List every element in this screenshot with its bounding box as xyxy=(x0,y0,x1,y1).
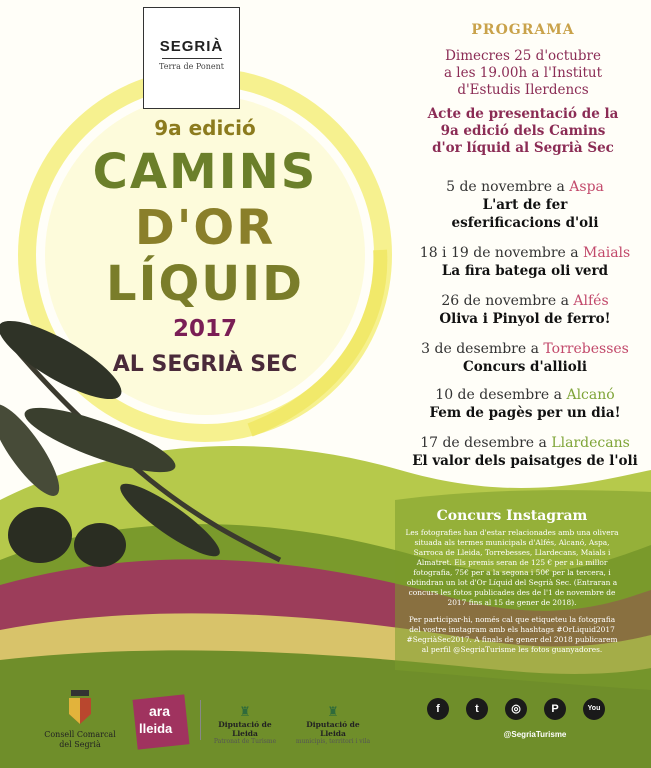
ara-label: ara xyxy=(149,703,171,719)
event-place: Torrebesses xyxy=(543,341,629,357)
diputacio-municipis-logo xyxy=(293,705,373,745)
event-title: L'art de fer esferificacions d'oli xyxy=(451,197,599,231)
event-title: Concurs d'allioli xyxy=(463,359,587,375)
twitter-icon[interactable]: t xyxy=(466,698,488,720)
event-date xyxy=(400,292,650,310)
event-date-text: 5 de novembre a xyxy=(446,179,565,195)
event-date-text: 3 de desembre a xyxy=(421,341,539,357)
programa-line: a les 19.00h a l'Institut xyxy=(443,65,603,81)
event-item xyxy=(400,386,650,422)
title-line-3: LÍQUID xyxy=(106,256,304,312)
event-date xyxy=(400,434,650,452)
lleida-label: lleida xyxy=(139,721,173,736)
title-year: 2017 xyxy=(172,316,237,342)
event-item xyxy=(400,244,650,280)
event-date-text: 18 i 19 de novembre a xyxy=(419,245,579,261)
programa-act xyxy=(403,106,643,157)
diputacio-sub: municipis, territori i vila xyxy=(295,738,371,745)
event-date-text: 26 de novembre a xyxy=(441,293,569,309)
logo-divider xyxy=(162,58,222,59)
programa-line: Dimecres 25 d'octubre xyxy=(445,48,601,64)
event-place: Aspa xyxy=(569,179,604,195)
olive-fruit xyxy=(8,507,72,563)
consell-label: Consell Comarcal del Segrià xyxy=(44,730,116,749)
event-item xyxy=(400,292,650,328)
event-item xyxy=(400,434,650,470)
event-item xyxy=(400,178,650,232)
contest-paragraph: Per participar-hi, només cal que etiqueteu la fotografia del vostre instagram amb els hashtags #OrLiquid2017 #SegriàSec2017. A finals de gener del 2018 publicarem al perfil @SegriaTurisme les fotos guanyadores. xyxy=(406,615,618,654)
programa-act-line: Acte de presentació de la xyxy=(427,106,619,122)
diputacio-turisme-logo xyxy=(205,705,285,745)
programa-act-line: d'or líquid al Segrià Sec xyxy=(432,140,614,156)
title-subtitle: AL SEGRIÀ SEC xyxy=(112,352,298,377)
consell-logo xyxy=(40,690,120,750)
footer-divider xyxy=(200,700,201,740)
logo-name: SEGRIÀ xyxy=(159,38,224,55)
event-title: Fem de pagès per un dia! xyxy=(429,405,621,421)
event-date-text: 17 de desembre a xyxy=(420,435,547,451)
diputacio-sub: Patronat de Turisme xyxy=(213,738,277,745)
event-date-text: 10 de desembre a xyxy=(435,387,562,403)
event-date xyxy=(400,386,650,404)
event-date xyxy=(400,244,650,262)
facebook-icon[interactable]: f xyxy=(427,698,449,720)
social-handle[interactable]: @SegriaTurisme xyxy=(503,730,567,739)
segria-logo xyxy=(143,7,240,109)
contest-heading: Concurs Instagram xyxy=(436,508,588,524)
programa-line: d'Estudis Ilerdencs xyxy=(457,82,589,98)
event-place: Maials xyxy=(583,245,631,261)
castle-icon: ♜ xyxy=(327,705,339,720)
event-title: Oliva i Pinyol de ferro! xyxy=(439,311,611,327)
diputacio-label: Diputació de Lleida xyxy=(218,720,272,738)
title-line-2: D'OR xyxy=(134,200,276,256)
event-place: Llardecans xyxy=(551,435,630,451)
logo-tagline: Terra de Ponent xyxy=(159,62,224,71)
event-item xyxy=(400,340,650,376)
contest-paragraph: Les fotografies han d'estar relacionades amb una olivera situada als termes municipals d'Alfés, Alcanó, Aspa, Sarroca de Lleida, Torrebesses, Llardecans, Maials i Almatret. Els premis seran de 125 € per a la millor fotografia, 75€ per a la segona i 50€ per la tercera, i obtindran un lot d'Or Líquid del Segrià Sec. (Entraran a concurs les fotos publicades des de l'1 de novembre de 2017 fins al 15 de gener de 2018). xyxy=(405,528,619,607)
olive-fruit xyxy=(74,523,126,567)
event-title: El valor dels paisatges de l'oli xyxy=(412,453,638,469)
programa-act-line: 9a edició dels Camins xyxy=(440,123,606,139)
diputacio-label: Diputació de Lleida xyxy=(306,720,360,738)
event-place: Alfés xyxy=(573,293,609,309)
castle-icon: ♜ xyxy=(239,705,251,720)
instagram-contest xyxy=(402,508,622,662)
coat-of-arms-icon xyxy=(67,690,93,726)
event-date xyxy=(400,178,650,196)
programa-heading: PROGRAMA xyxy=(471,22,575,38)
event-title: La fira batega oli verd xyxy=(441,263,609,279)
event-place: Alcanó xyxy=(566,387,615,403)
instagram-icon[interactable]: ◎ xyxy=(505,698,527,720)
event-date xyxy=(400,340,650,358)
edition-label: 9a edició xyxy=(154,116,256,140)
youtube-icon[interactable]: You xyxy=(583,698,605,720)
pinterest-icon[interactable]: P xyxy=(544,698,566,720)
programa-intro xyxy=(403,48,643,99)
ara-lleida-logo xyxy=(135,697,187,747)
title-line-1: CAMINS xyxy=(92,144,318,200)
